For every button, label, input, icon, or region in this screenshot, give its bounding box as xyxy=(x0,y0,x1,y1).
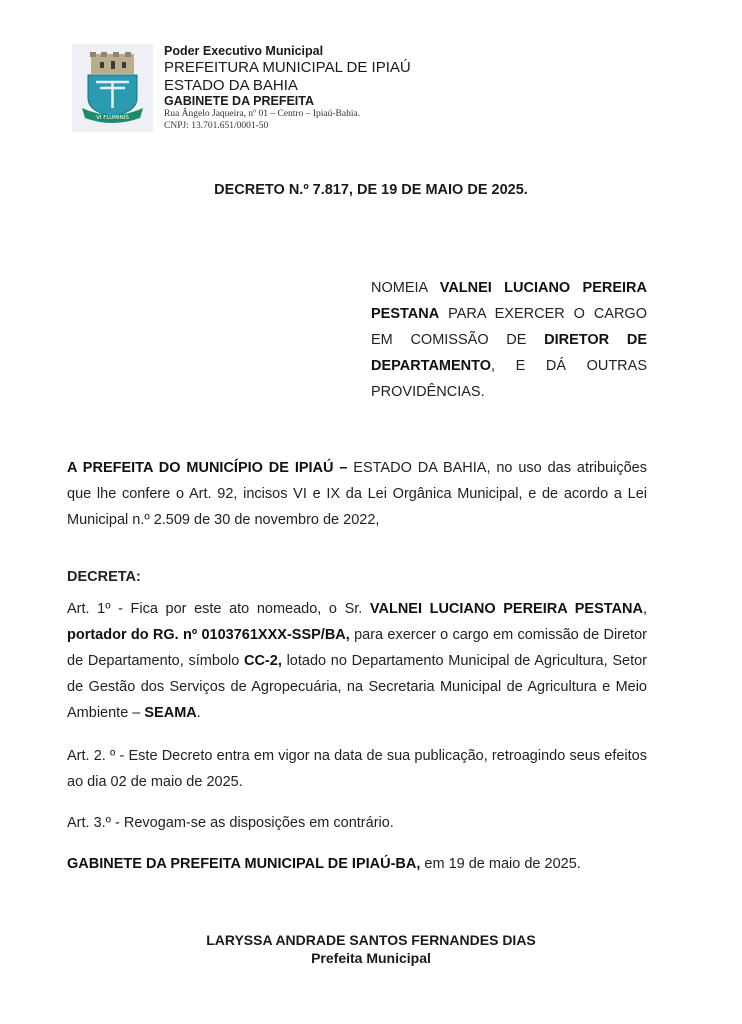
letterhead-address: Rua Ângelo Jaqueira, nº 01 – Centro – Ipiaú-Bahia. xyxy=(164,109,361,119)
article-1-text: para exercer o cargo em comissão de Diretor de Departamento, símbolo xyxy=(67,627,647,669)
preamble xyxy=(67,455,647,533)
summary-text: NOMEIA xyxy=(371,280,440,296)
article-1-text: . xyxy=(196,705,201,721)
signatory-role: Prefeita Municipal xyxy=(311,950,431,966)
coat-of-arms-icon xyxy=(78,50,147,126)
signatory-name: LARYSSA ANDRADE SANTOS FERNANDES DIAS xyxy=(206,932,536,948)
article-1-text: lotado no Departamento Municipal de Agricultura, Setor de Gestão dos Serviços de Agropecuária, na Secretaria Municipal de Agricultura e Meio Ambiente – xyxy=(67,653,647,721)
article-3: Art. 3.º - Revogam-se as disposições em contrário. xyxy=(67,815,394,831)
closing-line xyxy=(67,851,647,877)
summary-appointee: VALNEI LUCIANO PEREIRA PESTANA xyxy=(371,280,647,322)
article-1-symbol: CC-2, xyxy=(243,653,282,669)
article-1-secretariat: SEAMA xyxy=(144,705,197,721)
closing-office: GABINETE DA PREFEITA MUNICIPAL DE IPIAÚ-BA, xyxy=(67,856,421,872)
article-1-appointee: VALNEI LUCIANO PEREIRA PESTANA xyxy=(369,601,643,617)
letterhead-cnpj: CNPJ: 13.701.651/0001-50 xyxy=(164,121,269,131)
svg-text:VI FLUMINIS: VI FLUMINIS xyxy=(96,115,129,121)
summary-text: , E DÁ OUTRAS PROVIDÊNCIAS. xyxy=(371,358,647,400)
article-1-id-document: portador do RG. nº 0103761XXX-SSP/BA, xyxy=(67,627,350,643)
preamble-authority: A PREFEITA DO MUNICÍPIO DE IPIAÚ – xyxy=(67,460,348,476)
closing-date: em 19 de maio de 2025. xyxy=(420,856,581,872)
summary-text: PARA EXERCER O CARGO EM COMISSÃO DE xyxy=(371,306,647,348)
article-1-text: , xyxy=(642,601,647,617)
decreta-heading: DECRETA: xyxy=(67,569,141,585)
letterhead-office: GABINETE DA PREFEITA xyxy=(164,94,315,108)
summary-position: DIRETOR DE DEPARTAMENTO xyxy=(371,332,647,374)
letterhead-municipality: PREFEITURA MUNICIPAL DE IPIAÚ xyxy=(164,59,411,76)
municipal-coat-of-arms xyxy=(72,44,153,132)
letterhead-branch: Poder Executivo Municipal xyxy=(164,44,324,58)
decree-summary xyxy=(371,275,647,405)
letterhead-state: ESTADO DA BAHIA xyxy=(164,77,298,94)
decree-title: DECRETO N.º 7.817, DE 19 DE MAIO DE 2025. xyxy=(214,182,528,198)
article-1 xyxy=(67,596,647,726)
article-1-text: Art. 1º - Fica por este ato nomeado, o Sr. xyxy=(67,601,370,617)
article-2: Art. 2. º - Este Decreto entra em vigor na data de sua publicação, retroagindo seus efeitos ao dia 02 de maio de 2025. xyxy=(67,748,647,790)
preamble-text: ESTADO DA BAHIA, no uso das atribuições que lhe confere o Art. 92, incisos VI e IX da Lei Orgânica Municipal, e de acordo a Lei Municipal n.º 2.509 de 30 de novembro de 2022, xyxy=(67,460,647,528)
